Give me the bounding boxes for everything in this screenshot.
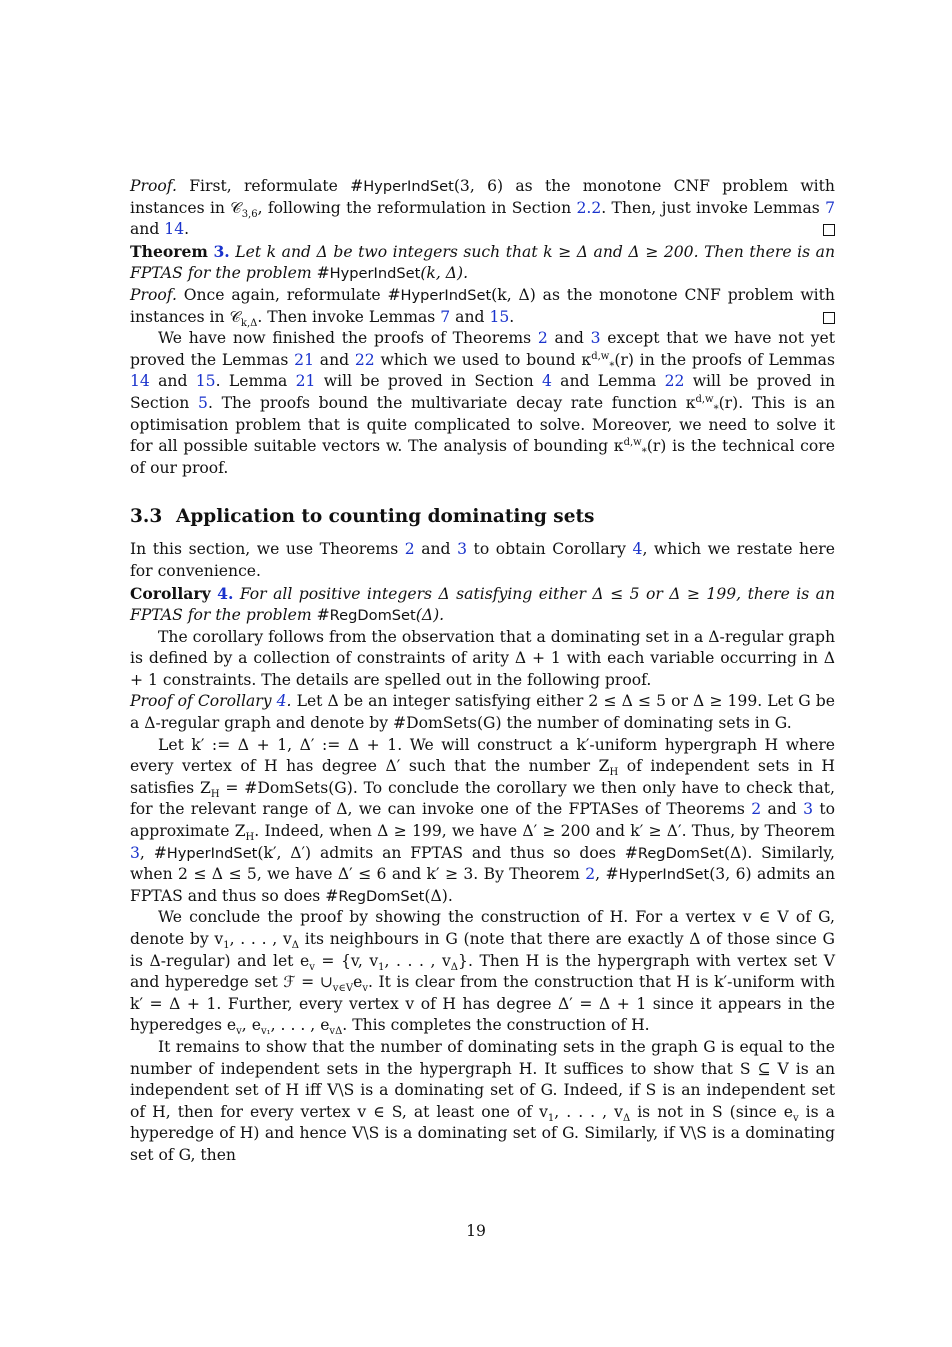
proof-label: Proof. (130, 285, 177, 304)
theorem-3: Theorem 3. Let k and Δ be two integers such that k ≥ Δ and Δ ≥ 200. Then there is an FPTAS for the problem #HyperIndSet(k, Δ). (130, 241, 835, 283)
proof-corollary-4: Proof of Corollary 4. Let Δ be an integer satisfying either 2 ≤ Δ ≤ 5 or Δ ≥ 199. Let G be a Δ-regular graph and denote by #DomSets(G) the number of dominating sets in G. (130, 692, 836, 733)
paragraph-summary: We have now finished the proofs of Theorems 2 and 3 except that we have not yet proved the Lemmas 21 and 22 which we used to bound $\kappa^{d,w}_*(r)$ in the proofs of Lemmas 14 and 15. Lemma 21 will be proved in Section 4 and Lemma 22 will be proved in Section 5. The proofs bound the multivariate decay rate function $\kappa^{d,w}_*(r)$. This is an optimisation problem that is quite complicated to solve. Moreover, we need to solve it for all possible suitable vectors w. The analysis of bounding $\kappa^{d,w}_*(r)$ is the technical core of our proof. (130, 329, 835, 477)
theorem-ref-link[interactable]: 3 (590, 329, 601, 348)
theorem-ref-link[interactable]: 3 (457, 540, 468, 559)
section-ref-link[interactable]: 4 (541, 372, 552, 391)
lemma-ref-link[interactable]: 21 (294, 350, 314, 369)
section-heading (130, 505, 835, 529)
lemma-ref-link[interactable]: 7 (825, 198, 836, 217)
lemma-ref-link[interactable]: 7 (440, 307, 451, 326)
lemma-ref-link[interactable]: 15 (489, 307, 510, 326)
corollary-number: 4. (217, 583, 234, 603)
lemma-ref-link[interactable]: 15 (195, 372, 216, 391)
paragraph-observation: The corollary follows from the observation that a dominating set in a Δ-regular graph is defined by a collection of constraints of arity Δ + 1 with each variable occurring in Δ + 1 constraints. The details are spelled out in the following proof. (130, 627, 835, 689)
theorem-ref-link[interactable]: 2 (404, 540, 415, 559)
corollary-label: Corollary (130, 583, 211, 603)
theorem-ref-link[interactable]: 2 (537, 329, 548, 348)
proof-label: Proof of Corollary 4. (130, 692, 292, 711)
paragraph-construction: Let k′ := Δ + 1, Δ′ := Δ + 1. We will construct a k′-uniform hypergraph H where every vertex of H has degree Δ′ such that the number $Z_H$ of independent sets in H satisfies $Z_H$ = #DomSets(G). To conclude the corollary we then only have to check that, for the relevant range of Δ, we can invoke one of the FPTASes of Theorems 2 and 3 to approximate $Z_H$. Indeed, when Δ ≥ 199, we have Δ′ ≥ 200 and k′ ≥ Δ′. Thus, by Theorem 3, #HyperIndSet(k′, Δ′) admits an FPTAS and thus so does #RegDomSet(Δ). Similarly, when 2 ≤ Δ ≤ 5, we have Δ′ ≤ 6 and k′ ≥ 3. By Theorem 2, #HyperIndSet(3, 6) admits an FPTAS and thus so does #RegDomSet(Δ). (130, 735, 836, 905)
corollary-ref-link[interactable]: 4 (632, 540, 643, 559)
paragraph-equivalence: It remains to show that the number of dominating sets in the graph G is equal to the number of independent sets in the hypergraph H. It suffices to show that S ⊆ V is an independent set of H iff V\S is a dominating set of G. Indeed, if S is an independent set of H, then for every vertex v ∈ S, at least one of $v_1$, . . . , $v_\Delta$ is not in S (since $e_v$ is a hyperedge of H) and hence V\S is a dominating set of G. Similarly, if V\S is a dominating set of G, then (130, 1037, 835, 1164)
qed-icon (823, 224, 835, 236)
corollary-4: Corollary 4. For all positive integers Δ satisfying either Δ ≤ 5 or Δ ≥ 199, there is an FPTAS for the problem #RegDomSet(Δ). (130, 583, 835, 625)
section-ref-link[interactable]: 2.2 (576, 198, 602, 217)
lemma-ref-link[interactable]: 21 (295, 372, 316, 391)
qed-icon (823, 312, 835, 324)
paragraph-intro: In this section, we use Theorems 2 and 3 to obtain Corollary 4, which we restate here for convenience. (130, 540, 835, 580)
proof-block-1: Proof. First, reformulate #HyperIndSet(3, 6) as the monotone CNF problem with instances in 𝒞$_{3,6}$, following the reformulation in Section 2.2. Then, just invoke Lemmas 7 and 14. (130, 177, 836, 239)
lemma-ref-link[interactable]: 14 (130, 372, 150, 391)
lemma-ref-link[interactable]: 14 (164, 220, 185, 239)
theorem-number: 3. (213, 241, 230, 261)
theorem-ref-link[interactable]: 3 (130, 843, 140, 862)
proof-label: Proof. (130, 177, 177, 195)
section-title: Application to counting dominating sets (176, 506, 595, 528)
lemma-ref-link[interactable]: 22 (354, 350, 375, 369)
theorem-ref-link[interactable]: 2 (751, 800, 762, 819)
section-ref-link[interactable]: 5 (198, 393, 208, 412)
proof-block-2: Proof. Once again, reformulate #HyperIndSet(k, Δ) as the monotone CNF problem with instances in 𝒞$_{k,\Delta}$. Then invoke Lemmas 7 and 15. (130, 285, 835, 329)
corollary-ref-link[interactable]: 4 (276, 692, 287, 711)
theorem-ref-link[interactable]: 2 (585, 865, 596, 884)
page-number: 19 (466, 1222, 486, 1240)
theorem-label: Theorem (130, 241, 208, 261)
lemma-ref-link[interactable]: 22 (664, 372, 685, 391)
section-number: 3.3 (130, 506, 163, 528)
theorem-ref-link[interactable]: 3 (803, 800, 814, 819)
paper-page (130, 176, 835, 1167)
paragraph-hypergraph: We conclude the proof by showing the construction of H. For a vertex v ∈ V of G, denote by $v_1$, . . . , $v_\Delta$ its neighbours in G (note that there are exactly Δ of those since G is Δ-regular) and let $e_v = \{v$, $v_1$, . . . , $v_\Delta$}. Then H is the hypergraph with vertex set V and hyperedge set ℱ = $\cup_{v\in V}e_v$. It is clear from the construction that H is k′-uniform with k′ = Δ + 1. Further, every vertex v of H has degree Δ′ = Δ + 1 since it appears in the hyperedges $e_v$, $e_{v_1}$, . . . , $e_{v\Delta}$. This completes the construction of H. (130, 908, 835, 1038)
